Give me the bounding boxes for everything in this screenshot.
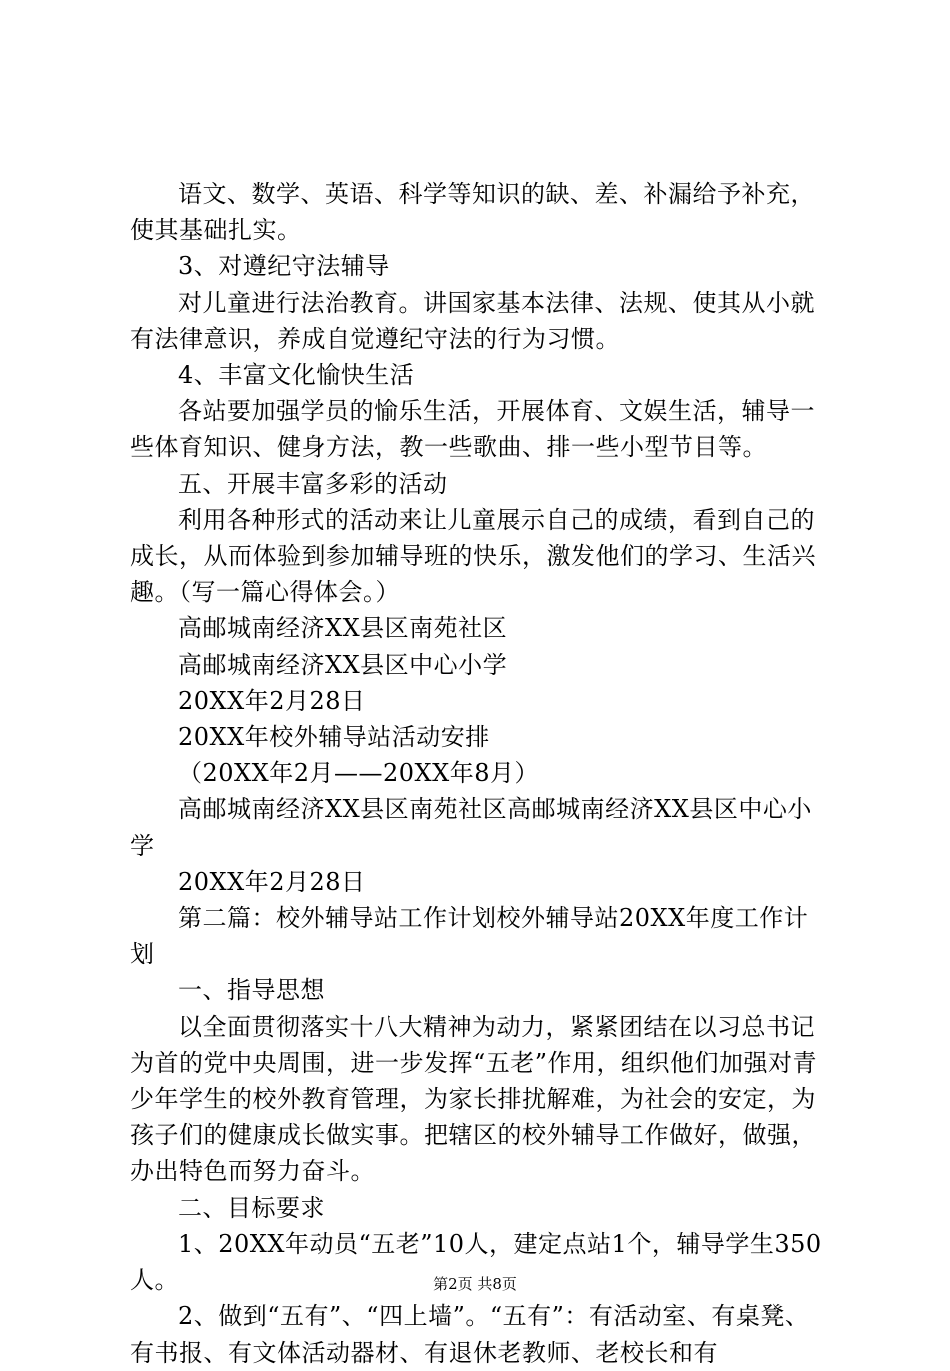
document-body bbox=[130, 176, 830, 1371]
paragraph: 利用各种形式的活动来让儿童展示自己的成绩，看到自己的成长，从而体验到参加辅导班的快乐，激发他们的学习、生活兴趣。（写一篇心得体会。） bbox=[130, 505, 816, 607]
date-range: （20XX年2月——20XX年8月） bbox=[178, 759, 539, 788]
page-number: 第2页 共8页 bbox=[433, 1275, 517, 1293]
section-heading: 五、开展丰富多彩的活动 bbox=[178, 469, 448, 498]
signature-line: 高邮城南经济XX县区中心小学 bbox=[178, 650, 508, 679]
paragraph: 对儿童进行法治教育。讲国家基本法律、法规、使其从小就有法律意识，养成自觉遵纪守法的行为习惯。 bbox=[130, 288, 815, 353]
subtitle: 20XX年校外辅导站活动安排 bbox=[178, 723, 490, 752]
section-heading: 4、丰富文化愉快生活 bbox=[178, 361, 415, 390]
paragraph: 以全面贯彻落实十八大精神为动力，紧紧团结在以习总书记为首的党中央周围，进一步发挥“五老”作用，组织他们加强对青少年学生的校外教育管理，为家长排扰解难，为社会的安定，为孩子们的健康成长做实事。把辖区的校外辅导工作做好，做强，办出特色而努力奋斗。 bbox=[130, 1012, 818, 1186]
date-line: 20XX年2月28日 bbox=[178, 686, 366, 715]
paragraph: 各站要加强学员的愉乐生活，开展体育、文娱生活，辅导一些体育知识、健身方法，教一些歌曲、排一些小型节目等。 bbox=[130, 397, 815, 462]
paragraph: 语文、数学、英语、科学等知识的缺、差、补漏给予补充，使其基础扎实。 bbox=[130, 180, 815, 245]
paragraph: 1、20XX年动员“五老”10人，建定点站1个，辅导学生350人。 bbox=[130, 1229, 822, 1295]
signature-line: 高邮城南经济XX县区南苑社区高邮城南经济XX县区中心小学 bbox=[130, 795, 812, 860]
page-footer bbox=[0, 1274, 950, 1294]
date-line: 20XX年2月28日 bbox=[178, 867, 366, 896]
section-heading: 一、指导思想 bbox=[178, 976, 325, 1005]
signature-line: 高邮城南经济XX县区南苑社区 bbox=[178, 614, 508, 643]
paragraph: 2、做到“五有”、“四上墙”。“五有”：有活动室、有桌凳、有书报、有文体活动器材、有退休老教师、老校长和有 bbox=[130, 1302, 810, 1367]
section-heading: 二、目标要求 bbox=[178, 1193, 325, 1222]
chapter-title: 第二篇：校外辅导站工作计划校外辅导站20XX年度工作计划 bbox=[130, 904, 809, 969]
section-heading: 3、对遵纪守法辅导 bbox=[178, 252, 390, 281]
